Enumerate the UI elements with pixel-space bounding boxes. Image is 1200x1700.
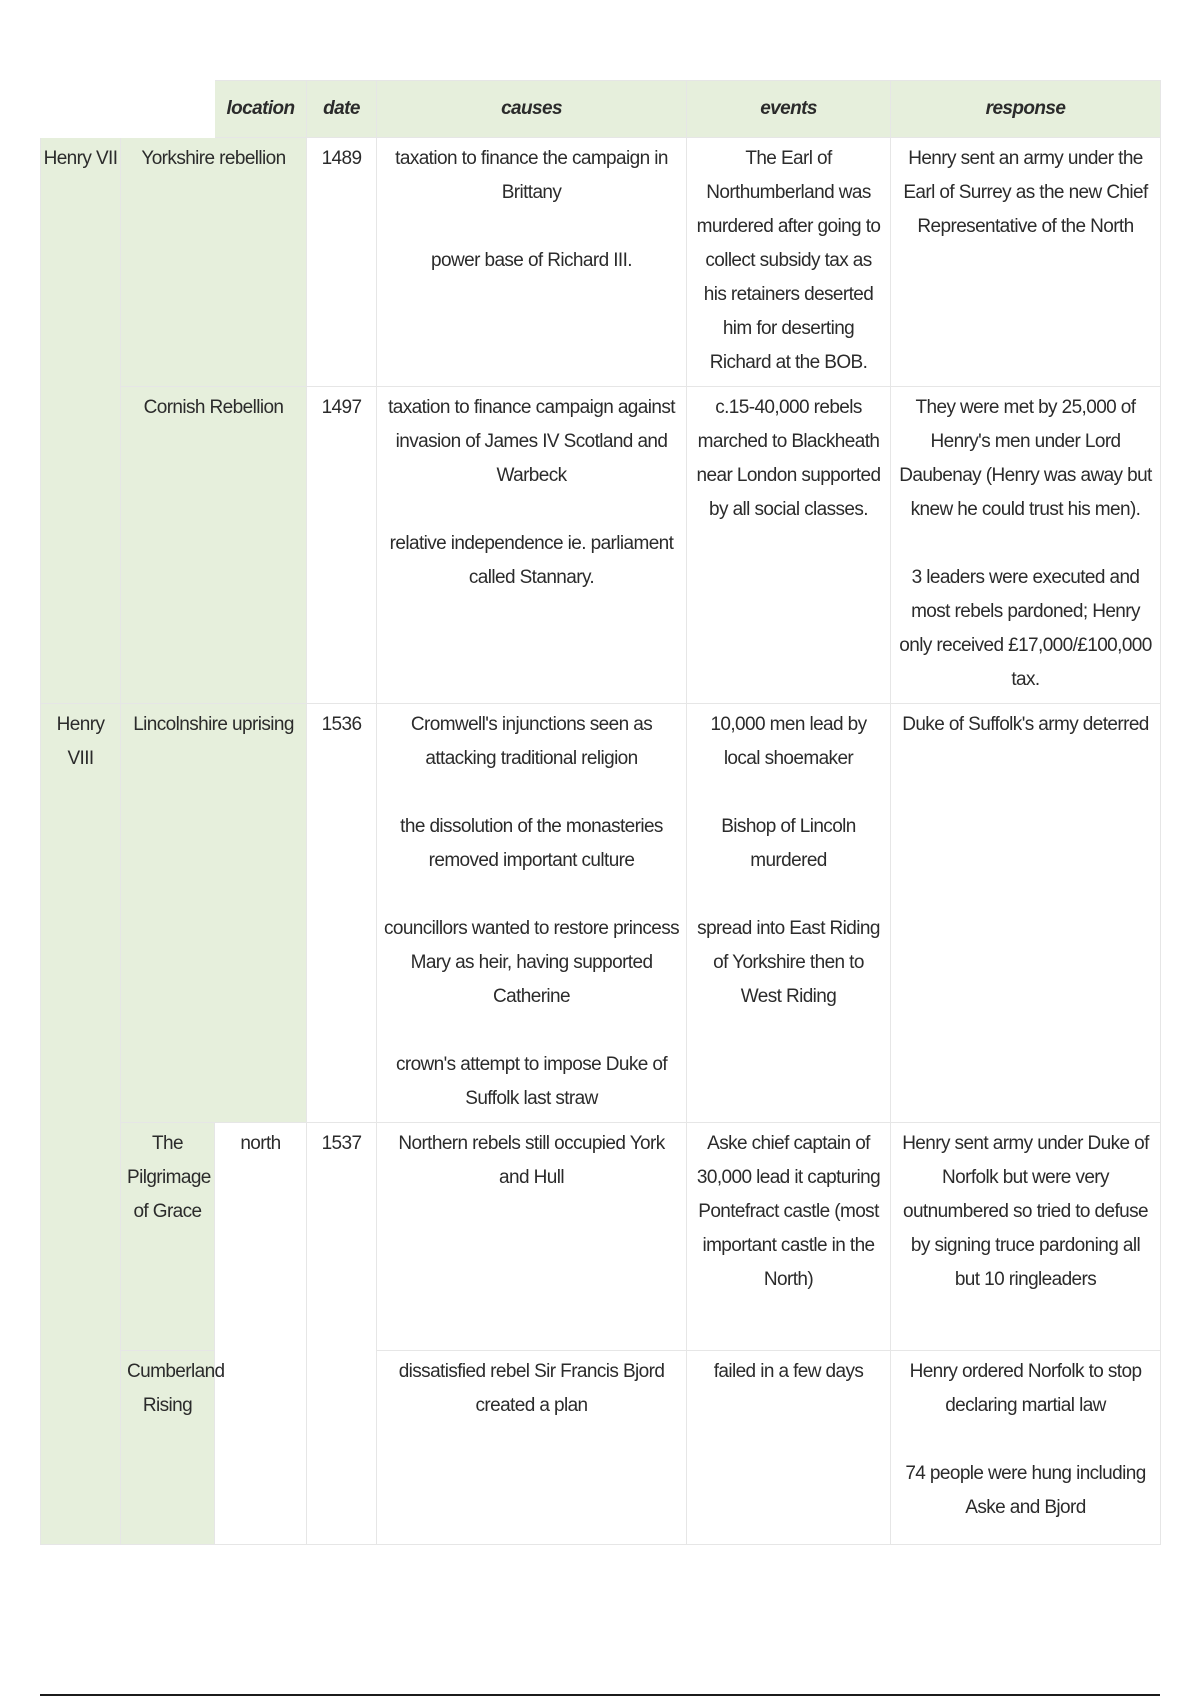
response-text: Henry sent army under Duke of Norfolk but were very outnumbered so tried to defuse by signing truce pardoning all but 10 ringleaders <box>902 1133 1149 1290</box>
events-cornish[interactable] <box>687 387 891 704</box>
events-pilgrimage[interactable] <box>687 1123 891 1351</box>
event-text: 10,000 men lead by local shoemaker <box>710 714 867 769</box>
table-row-pilgrimage <box>41 1123 1161 1351</box>
response-text: They were met by 25,000 of Henry's men under Lord Daubenay (Henry was away but knew he could trust his men). <box>899 397 1152 520</box>
bottom-divider <box>40 1694 1160 1696</box>
rebellion-name-pilgrimage[interactable]: The Pilgrimage of Grace <box>121 1123 215 1351</box>
response-text: 74 people were hung including Aske and Bjord <box>905 1463 1146 1518</box>
causes-pilgrimage[interactable] <box>377 1123 687 1351</box>
header-events[interactable]: events <box>687 81 891 138</box>
table-row-cornish <box>41 387 1161 704</box>
cause-text: relative independence ie. parliament called Stannary. <box>389 533 674 588</box>
causes-yorkshire[interactable] <box>377 138 687 387</box>
event-text: Bishop of Lincoln murdered <box>721 816 856 871</box>
table-row-yorkshire <box>41 138 1161 387</box>
header-row <box>41 81 1161 138</box>
monarch-henry-vii[interactable]: Henry VII <box>41 138 121 704</box>
rebellion-name-cumberland[interactable]: Cumberland Rising <box>121 1351 215 1545</box>
response-text: Duke of Suffolk's army deterred <box>902 714 1149 735</box>
date-cornish[interactable]: 1497 <box>307 387 377 704</box>
event-text: spread into East Riding of Yorkshire then to West Riding <box>697 918 880 1007</box>
rebellion-name-yorkshire[interactable]: Yorkshire rebellion <box>121 138 307 387</box>
causes-lincolnshire[interactable] <box>377 704 687 1123</box>
date-yorkshire[interactable]: 1489 <box>307 138 377 387</box>
cause-text: taxation to finance the campaign in Brittany <box>395 148 668 203</box>
header-date[interactable]: date <box>307 81 377 138</box>
cause-text: taxation to finance campaign against invasion of James IV Scotland and Warbeck <box>388 397 675 486</box>
events-yorkshire[interactable] <box>687 138 891 387</box>
cause-text: councillors wanted to restore princess Mary as heir, having supported Catherine <box>383 918 680 1007</box>
date-pilgrimage[interactable]: 1537 <box>307 1123 377 1545</box>
cause-text: the dissolution of the monasteries removed important culture <box>400 816 663 871</box>
cause-text: Cromwell's injunctions seen as attacking traditional religion <box>410 714 653 769</box>
rebellion-name-cornish[interactable]: Cornish Rebellion <box>121 387 307 704</box>
causes-cumberland[interactable] <box>377 1351 687 1545</box>
monarch-henry-viii[interactable]: Henry VIII <box>41 704 121 1545</box>
events-lincolnshire[interactable] <box>687 704 891 1123</box>
response-yorkshire[interactable] <box>891 138 1161 387</box>
response-cornish[interactable] <box>891 387 1161 704</box>
response-lincolnshire[interactable] <box>891 704 1161 1123</box>
cause-text: power base of Richard III. <box>431 250 632 271</box>
event-text: failed in a few days <box>713 1361 864 1382</box>
cause-text: Northern rebels still occupied York and Hull <box>398 1133 665 1188</box>
header-location[interactable]: location <box>215 81 307 138</box>
table-row-cumberland <box>41 1351 1161 1545</box>
blank-header-cell <box>41 81 121 138</box>
header-response[interactable]: response <box>891 81 1161 138</box>
event-text: The Earl of Northumberland was murdered after going to collect subsidy tax as his retainers deserted him for deserting Richard at the BOB. <box>696 148 881 373</box>
blank-header-cell <box>121 81 215 138</box>
response-text: Henry sent an army under the Earl of Surrey as the new Chief Representative of the North <box>903 148 1148 237</box>
causes-cornish[interactable] <box>377 387 687 704</box>
rebellions-table <box>40 80 1161 1545</box>
event-text: c.15-40,000 rebels marched to Blackheath near London supported by all social classes. <box>696 397 881 520</box>
cause-text: crown's attempt to impose Duke of Suffolk last straw <box>395 1054 668 1109</box>
response-pilgrimage[interactable] <box>891 1123 1161 1351</box>
table-row-lincolnshire <box>41 704 1161 1123</box>
response-cumberland[interactable] <box>891 1351 1161 1545</box>
cause-text: dissatisfied rebel Sir Francis Bjord created a plan <box>398 1361 665 1416</box>
response-text: 3 leaders were executed and most rebels pardoned; Henry only received £17,000/£100,000 tax. <box>899 567 1152 690</box>
rebellion-name-lincolnshire[interactable]: Lincolnshire uprising <box>121 704 307 1123</box>
response-text: Henry ordered Norfolk to stop declaring martial law <box>909 1361 1142 1416</box>
events-cumberland[interactable] <box>687 1351 891 1545</box>
header-causes[interactable]: causes <box>377 81 687 138</box>
date-lincolnshire[interactable]: 1536 <box>307 704 377 1123</box>
event-text: Aske chief captain of 30,000 lead it capturing Pontefract castle (most important castle in the North) <box>696 1133 881 1290</box>
location-pilgrimage[interactable]: north <box>215 1123 307 1545</box>
rebellions-table-sheet <box>40 80 1160 1545</box>
